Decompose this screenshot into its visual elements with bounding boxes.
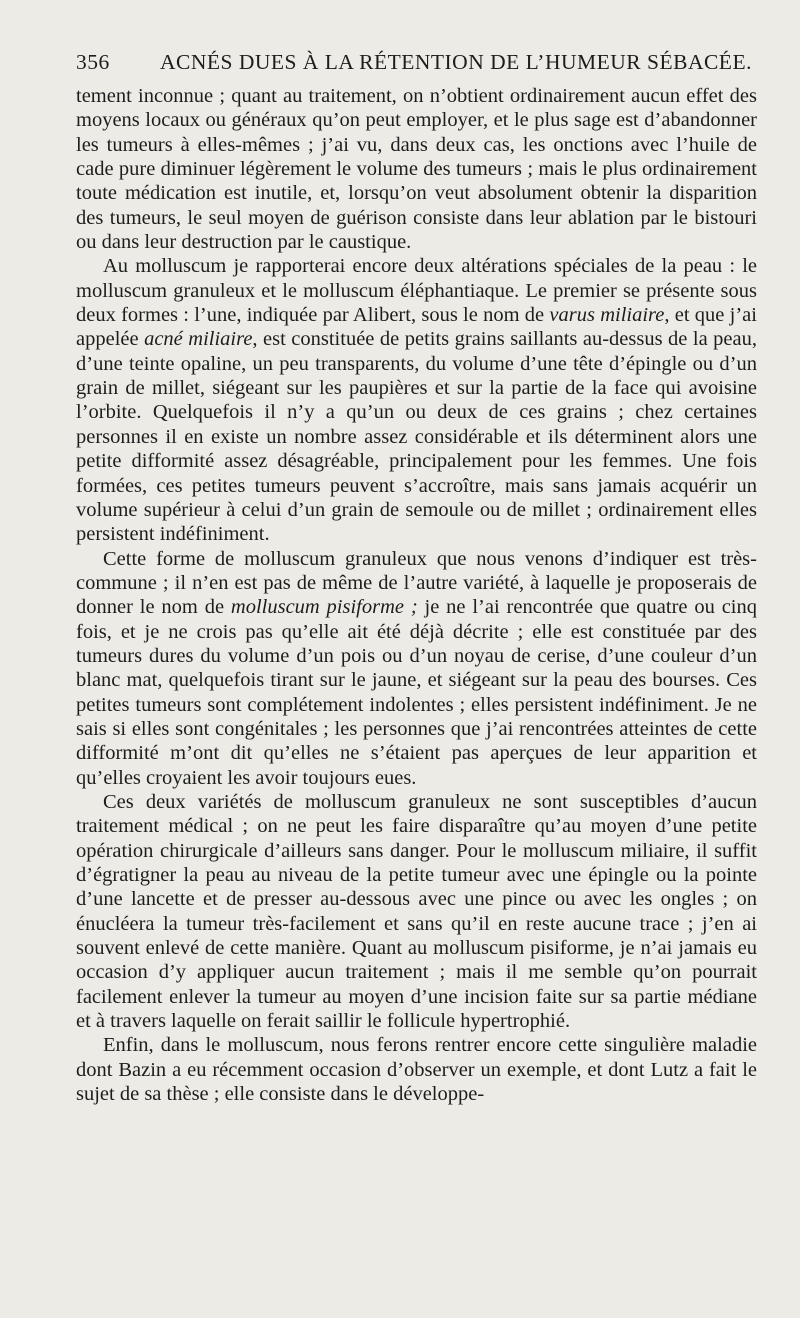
paragraph-4 xyxy=(76,790,757,1033)
paragraph-text: , et que j’ai appelée xyxy=(76,304,757,351)
paragraph-text: Au molluscum je rapporterai encore deux altérations spéciales de la peau : le molluscum granuleux et le molluscum éléphantiaque. Le premier se présente sous deux formes : l’une, indiquée par Alibert, sous le nom de xyxy=(76,255,757,327)
italic-term-molluscum-pisiforme: molluscum pisiforme ; xyxy=(230,596,418,619)
paragraph-2 xyxy=(76,254,757,546)
paragraph-text: Enfin, dans le molluscum, nous ferons rentrer encore cette singulière maladie dont Bazin a eu récemment occasion d’observer un exemple, et dont Lutz a fait le sujet de sa thèse ; elle consiste dans le développe- xyxy=(76,1034,757,1106)
running-title: ACNÉS DUES À LA RÉTENTION DE L’HUMEUR SÉBACÉE. xyxy=(160,50,752,74)
paragraph-text: Cette forme de molluscum granuleux que nous venons d’indiquer est très-commune ; il n’en est pas de même de l’autre variété, à laquelle je proposerais de donner le nom de xyxy=(76,547,757,619)
paragraph-text: tement inconnue ; quant au traitement, on n’obtient ordinairement aucun effet des moyens locaux ou généraux qu’on peut employer, et le plus sage est d’abandonner les tumeurs à elles-mêmes ; j’ai vu, dans deux cas, les onctions avec l’huile de cade pure diminuer légèrement le volume des tumeurs ; mais le plus ordinairement toute médication est inutile, et, lorsqu’on veut absolument obtenir la disparition des tumeurs, le seul moyen de guérison consiste dans leur ablation par le bistouri ou dans leur destruction par le caustique. xyxy=(76,85,757,254)
body-text xyxy=(76,84,757,1106)
italic-term-acne-miliaire: acné miliaire xyxy=(144,328,253,351)
paragraph-text: Ces deux variétés de molluscum granuleux ne sont susceptibles d’aucun traitement médical ; on ne peut les faire disparaître qu’au moyen d’une petite opération chirurgicale d’ailleurs sans danger. Pour le molluscum miliaire, il suffit d’égratigner la peau au niveau de la petite tumeur avec une épingle ou la pointe d’une lancette et de presser au-dessous avec une pince ou avec les ongles ; on énucléera la tumeur très-facilement et sans qu’il en reste aucune trace ; j’en ai souvent enlevé de cette manière. Quant au molluscum pisiforme, je n’ai jamais eu occasion d’y appliquer aucun traitement ; mais il me semble qu’on pourrait facilement enlever la tumeur au moyen d’une incision faite sur sa partie médiane et à travers laquelle on ferait saillir le follicule hypertrophié. xyxy=(76,790,757,1033)
paragraph-1 xyxy=(76,84,757,254)
paragraph-5 xyxy=(76,1033,757,1106)
paragraph-text: , est constituée de petits grains saillants au-dessus de la peau, d’une teinte opaline, un peu transparents, du volume d’une tête d’épingle ou d’un grain de millet, siégeant sur les paupières et sur la partie de la face qui avoisine l’orbite. Quelquefois il n’y a qu’un ou deux de ces grains ; chez certaines personnes il en existe un nombre assez considérable et ils déterminent alors une petite difformité assez désagréable, principalement pour les femmes. Une fois formées, ces petites tumeurs peuvent s’accroître, mais sans jamais acquérir un volume supérieur à celui d’un grain de semoule ou de millet ; ordinairement elles persistent indéfiniment. xyxy=(76,328,757,546)
page-number: 356 xyxy=(76,50,110,74)
italic-term-varus-miliaire: varus miliaire xyxy=(549,304,665,327)
running-header xyxy=(76,50,766,82)
paragraph-text: je ne l’ai rencontrée que quatre ou cinq fois, et je ne crois pas qu’elle ait été déjà décrite ; elle est constituée par des tumeurs dures du volume d’un pois ou d’un noyau de cerise, d’une couleur d’un blanc mat, quelquefois tirant sur le jaune, et siégeant sur la peau des bourses. Ces petites tumeurs sont complétement indolentes ; elles persistent indéfiniment. Je ne sais si elles sont congénitales ; les personnes que j’ai rencontrées atteintes de cette difformité m’ont dit qu’elles ne s’étaient pas aperçues de leur apparition et qu’elles croyaient les avoir toujours eues. xyxy=(76,596,757,789)
paragraph-3 xyxy=(76,547,757,790)
